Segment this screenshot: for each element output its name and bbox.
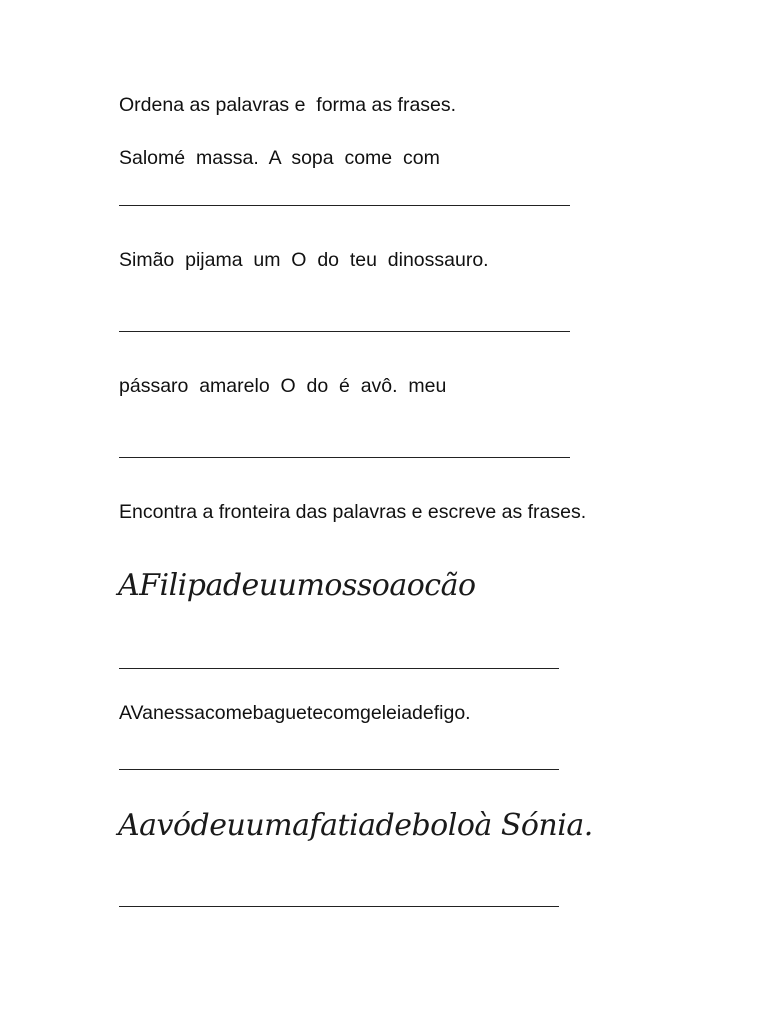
answer-line-5[interactable] (119, 769, 559, 770)
scrambled-sentence-2: Simão pijama um O do teu dinossauro. (119, 249, 489, 271)
joined-sentence-cursive-3: Aavódeuumafatiadeboloà Sónia. (118, 808, 593, 843)
joined-sentence-print-2: AVanessacomebaguetecomgeleiadefigo. (119, 702, 471, 724)
answer-line-3[interactable] (119, 457, 570, 458)
scrambled-sentence-3: pássaro amarelo O do é avô. meu (119, 375, 447, 397)
answer-line-4[interactable] (119, 668, 559, 669)
instruction-order-words: Ordena as palavras e forma as frases. (119, 94, 457, 116)
answer-line-6[interactable] (119, 906, 559, 907)
joined-sentence-cursive-1: AFilipadeuumossoaocão (118, 568, 476, 603)
answer-line-1[interactable] (119, 205, 570, 206)
instruction-word-boundaries: Encontra a fronteira das palavras e escreve as frases. (119, 501, 587, 523)
answer-line-2[interactable] (119, 331, 570, 332)
scrambled-sentence-1: Salomé massa. A sopa come com (119, 147, 440, 169)
